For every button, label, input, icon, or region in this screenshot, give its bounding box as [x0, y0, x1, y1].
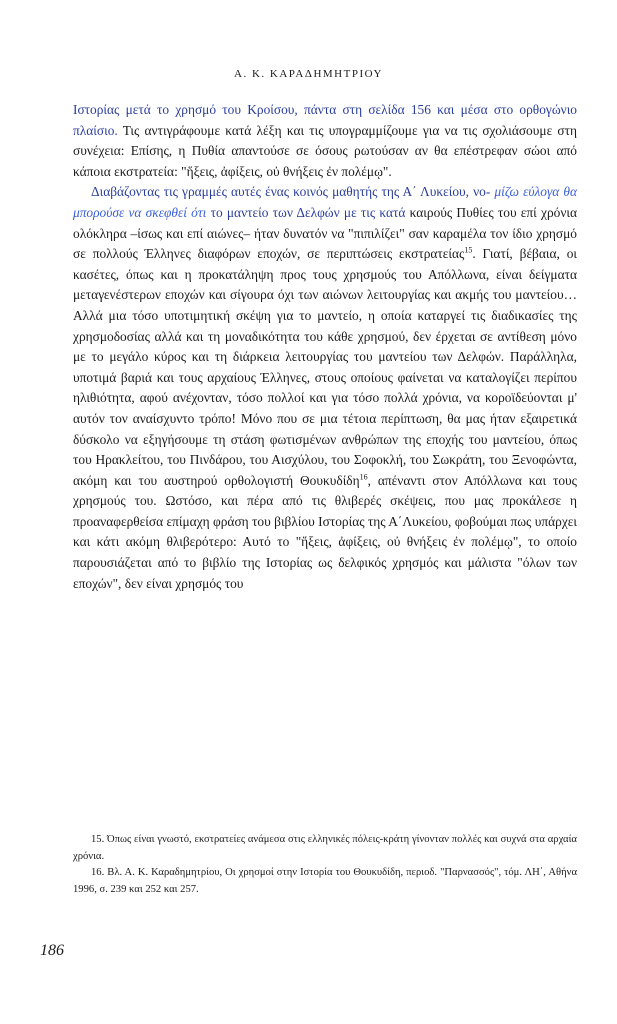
footnote-16: 16. Βλ. Α. Κ. Καραδημητρίου, Οι χρησμοί στην Ιστορία του Θουκυδίδη, περιοδ. "Παρνασσός", τόμ. ΛΗ΄, Αθήνα 1996, σ. 239 και 252 και 257.	[73, 867, 577, 895]
highlighted-italic-text: μίζω εύλογα θα μπορούσε να σκεφθεί ότι	[73, 184, 577, 220]
highlighted-text: Διαβάζοντας τις γραμμές αυτές ένας κοινός μαθητής της Α΄ Λυκείου, νο-	[91, 184, 491, 200]
footnote-15: 15. Όπως είναι γνωστό, εκστρατείες ανάμεσα στις ελληνικές πόλεις-κράτη γίνονταν πολλές και συχνά στα αρχαία χρόνια.	[73, 834, 577, 862]
highlighted-text: το μαντείο των Δελφών με τις κατά	[206, 204, 406, 220]
paragraph-text: καιρούς Πυθίες του επί χρόνια ολόκληρα –ίσως και επί αιώνες– ήταν δυνατόν να "πιπιλίζει" σαν καραμέλα τον ίδιο χρησμό σε πολλούς Έλληνες διαφόρων εποχών, σε περιπτώσεις εκστρατείας	[73, 204, 577, 262]
paragraph-text: Τις αντιγράφουμε κατά λέξη και τις υπογραμμίζουμε για να τις σχολιάσουμε στη συνέχεια: Επίσης, η Πυθία απαντούσε σε όσους ρωτούσαν αν θα επέστρεφαν σώοι από κάποια εκστρατεία: "ἥξεις, ἀφίξεις, οὐ θνήξεις ἐν πολέμῳ".	[73, 122, 577, 179]
highlighted-text: Ιστορίας μετά το χρησμό του Κροίσου, πάντα στη σελίδα 156 και μέσα στο ορθογώνιο πλαίσιο.	[73, 102, 577, 138]
paragraph-text: . Γιατί, βέβαια, οι κασέτες, όπως και η προκατάληψη προς τους χρησμούς του Απόλλωνα, είναι δείγματα μεταγενέστερων εποχών και σίγουρα όχι των αιώνων λειτουργίας και ακμής του μαντείου… Αλλά μια τόσο υποτιμητική σκέψη για το μαντείο, η οποία καταργεί τις διαδικασίες της χρησμοδοσίας αλλά και τη μοναδικότητα του κάθε χρησμού, δεν έρχεται σε αντίθεση μόνο με το μεγάλο κύρος και τη διάρκεια λειτουργίας του μαντείου των Δελφών. Παράλληλα, υποτιμά βαριά και τους αρχαίους Έλληνες, στους οποίους φαίνεται να καταλογίζει περίπου ηλιθιότητα, αφού ανέχονταν, τόσο πολλοί και για τόσο πολλά χρόνια, να κοροϊδεύονται μ' αυτόν τον αναίσχυντο τρόπο! Μόνο που σε μια τέτοια περίπτωση, θα μας ήταν εξαιρετικά δύσκολο να εξηγήσουμε τη στάση φωτισμένων ανθρώπων της εποχής του μαντείου, όπως του Ηρακλείτου, του Πινδάρου, του Αισχύλου, του Σοφοκλή, του Σωκράτη, του Ξενοφώντα, ακόμη και του αυστηρού ορθολογιστή Θουκυδίδη	[73, 246, 578, 488]
footnotes	[73, 832, 577, 898]
body-text	[73, 100, 577, 594]
footnote-ref-16[interactable]: 16	[359, 472, 368, 482]
paragraph-text: , απέναντι στον Απόλλωνα και τους χρησμούς του. Ωστόσο, και πέρα από τις θλιβερές σκέψεις, που μας προκάλεσε η προαναφερθείσα επίμαχη φράση του βιβλίου Ιστορίας της Α΄Λυκείου, φοβούμαι πως υπάρχει και κάτι ακόμη θλιβερότερο: Αυτό το "ἥξεις, ἀφίξεις, οὐ θνήξεις ἐν πολέμῳ", το οποίο παρουσιάζεται από το βιβλίο της Ιστορίας ως δελφικός χρησμός και μάλιστα "όλων των εποχών", δεν είναι χρησμός του	[73, 472, 577, 591]
paragraph-2	[73, 182, 577, 594]
running-header: Α. Κ. ΚΑΡΑΔΗΜΗΤΡΙΟΥ	[234, 68, 383, 80]
footnote-ref-15[interactable]: 15	[464, 245, 473, 255]
paragraph-1	[73, 100, 577, 182]
page-number: 186	[40, 942, 64, 959]
